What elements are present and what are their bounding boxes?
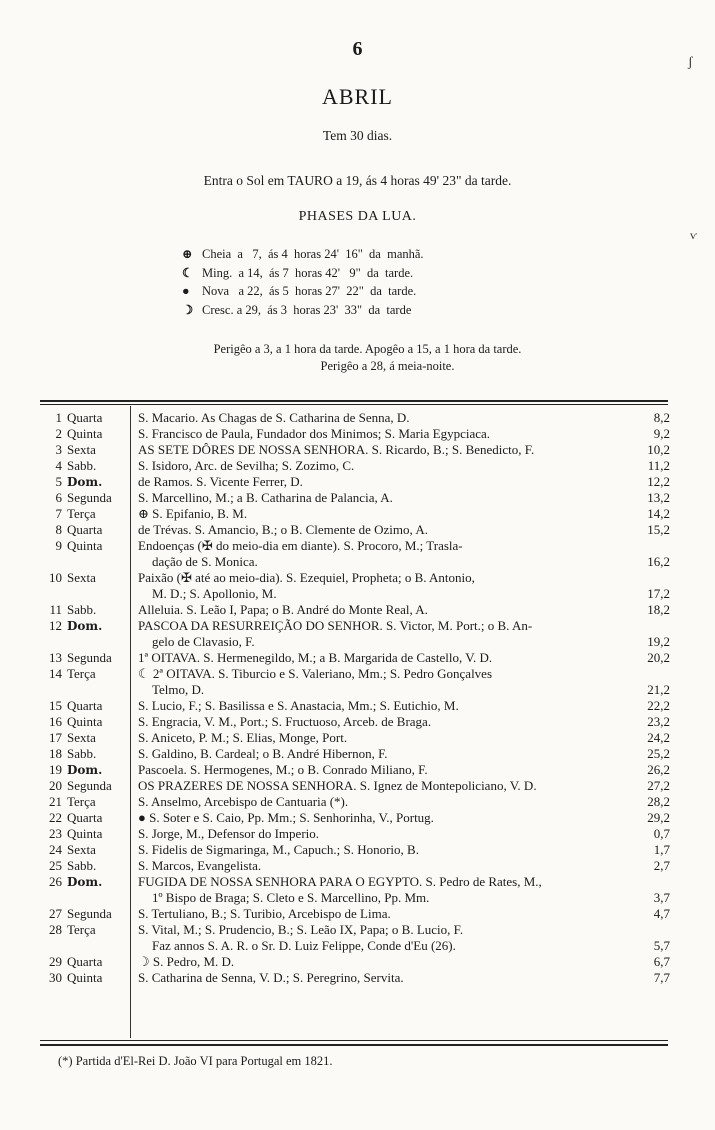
- day-cell: [40, 490, 130, 506]
- day-cell: [40, 602, 130, 618]
- day-number: 8: [55, 522, 62, 537]
- saints-line: de Ramos. S. Vicente Ferrer, D.: [138, 474, 303, 489]
- saints-line: dação de S. Monica.: [152, 554, 258, 569]
- saints-entry: [130, 730, 625, 746]
- weekday: Sabb.: [67, 602, 97, 617]
- tide-value: 1,7: [653, 842, 670, 857]
- day-cell: [40, 906, 130, 922]
- day-number: 7: [55, 506, 62, 521]
- tide-value: 18,2: [647, 602, 670, 617]
- saints-entry: [130, 874, 625, 906]
- tide-value: 15,2: [647, 522, 670, 537]
- saints-line: S. Engracia, V. M., Port.; S. Fructuoso, Arceb. de Braga.: [138, 714, 432, 729]
- saints-line: gelo de Clavasio, F.: [152, 634, 255, 649]
- calendar-row: [40, 442, 670, 458]
- calendar-row: [40, 922, 670, 954]
- saints-entry: [130, 954, 625, 970]
- weekday: Sabb.: [67, 458, 97, 473]
- tide-value: 16,2: [647, 554, 670, 569]
- perigee-line-2: Perigêo a 28, á meia-noite.: [320, 359, 455, 373]
- saints-line: S. Tertuliano, B.; S. Turibio, Arcebispo de Lima.: [138, 906, 391, 921]
- tide-value: 5,7: [653, 938, 670, 953]
- saints-line: Endoenças (✠ do meio-dia em diante). S. Procoro, M.; Trasla-: [138, 538, 463, 553]
- weekday: Dom.: [67, 619, 103, 633]
- weekday: Segunda: [67, 906, 112, 921]
- moon-phase-text: Cheia a 7, ás 4 horas 24' 16" da manhã.: [202, 247, 424, 261]
- saints-entry: [130, 490, 625, 506]
- weekday: Quinta: [67, 538, 103, 553]
- weekday: Quinta: [67, 426, 103, 441]
- saints-entry: [130, 842, 625, 858]
- moon-phase-waning: [182, 264, 424, 283]
- saints-entry: [130, 506, 625, 522]
- tide-value: 17,2: [647, 586, 670, 601]
- saints-entry: [130, 906, 625, 922]
- saints-line: 1ª OITAVA. S. Hermenegildo, M.; a B. Margarida de Castello, V. D.: [138, 650, 493, 665]
- weekday: Terça: [67, 794, 96, 809]
- saints-entry: [130, 618, 625, 650]
- moon-phase-full: [182, 245, 424, 264]
- day-cell: [40, 730, 130, 746]
- month-title: ABRIL: [322, 84, 393, 109]
- tide-value: 27,2: [647, 778, 670, 793]
- saints-line: S. Anselmo, Arcebispo de Cantuaria (*).: [138, 794, 349, 809]
- saints-line: M. D.; S. Apollonio, M.: [152, 586, 277, 601]
- day-number: 29: [49, 954, 62, 969]
- saints-entry: [130, 410, 625, 426]
- day-number: 6: [55, 490, 62, 505]
- perigee-line-1: Perigêo a 3, a 1 hora da tarde. Apogêo a 15, a 1 hora da tarde.: [213, 342, 522, 356]
- day-number: 1: [55, 410, 62, 425]
- saints-entry: [130, 442, 625, 458]
- saints-entry: [130, 538, 625, 570]
- weekday: Sexta: [67, 842, 96, 857]
- saints-line: S. Isidoro, Arc. de Sevilha; S. Zozimo, C.: [138, 458, 355, 473]
- day-cell: [40, 410, 130, 426]
- saints-entry: [130, 602, 625, 618]
- calendar-row: [40, 826, 670, 842]
- calendar-row: [40, 538, 670, 570]
- day-cell: [40, 746, 130, 762]
- day-number: 15: [49, 698, 62, 713]
- tide-value: 7,7: [653, 970, 670, 985]
- day-cell: [40, 698, 130, 714]
- day-number: 21: [49, 794, 62, 809]
- day-cell: [40, 874, 130, 890]
- tide-value: 4,7: [653, 906, 670, 921]
- day-number: 30: [49, 970, 62, 985]
- tide-value: 25,2: [647, 746, 670, 761]
- weekday: Terça: [67, 666, 96, 681]
- saints-entry: [130, 826, 625, 842]
- day-number: 5: [55, 474, 62, 489]
- day-cell: [40, 794, 130, 810]
- sun-entry: Entra o Sol em TAURO a 19, ás 4 horas 49' 23" da tarde.: [203, 173, 512, 188]
- tide-value: 24,2: [647, 730, 670, 745]
- day-cell: [40, 810, 130, 826]
- calendar-row: [40, 970, 670, 986]
- saints-entry: [130, 810, 625, 826]
- saints-entry: [130, 698, 625, 714]
- day-number: 27: [49, 906, 62, 921]
- margin-mark: ⱱ: [690, 228, 698, 242]
- saints-line: Telmo, D.: [152, 682, 205, 697]
- saints-line: OS PRAZERES DE NOSSA SENHORA. S. Ignez de Montepoliciano, V. D.: [138, 778, 537, 793]
- moon-phase-waxing: [182, 301, 424, 320]
- day-cell: [40, 714, 130, 730]
- day-cell: [40, 570, 130, 586]
- day-cell: [40, 842, 130, 858]
- day-number: 2: [55, 426, 62, 441]
- saints-line: PASCOA DA RESURREIÇÃO DO SENHOR. S. Victor, M. Port.; o B. An-: [138, 618, 533, 633]
- calendar-row: [40, 874, 670, 906]
- calendar-row: [40, 618, 670, 650]
- moon-phase-text: Ming. a 14, ás 7 horas 42' 9" da tarde.: [202, 265, 414, 280]
- calendar-row: [40, 426, 670, 442]
- saints-entry: [130, 746, 625, 762]
- saints-line: FUGIDA DE NOSSA SENHORA PARA O EGYPTO. S. Pedro de Rates, M.,: [138, 874, 542, 889]
- calendar-row: [40, 714, 670, 730]
- saints-line: S. Aniceto, P. M.; S. Elias, Monge, Port.: [138, 730, 348, 745]
- tide-value: 13,2: [647, 490, 670, 505]
- day-number: 24: [49, 842, 62, 857]
- day-cell: [40, 426, 130, 442]
- weekday: Quarta: [67, 522, 103, 537]
- day-number: 14: [49, 666, 62, 681]
- tide-value: 29,2: [647, 810, 670, 825]
- saints-line: Faz annos S. A. R. o Sr. D. Luiz Felippe, Conde d'Eu (26).: [152, 938, 456, 953]
- moon-phase-text: Nova a 22, ás 5 horas 27' 22" da tarde.: [202, 284, 417, 298]
- day-cell: [40, 922, 130, 938]
- saints-line: S. Macario. As Chagas de S. Catharina de Senna, D.: [138, 410, 410, 425]
- full-moon-icon: ⊕: [182, 247, 193, 261]
- day-cell: [40, 538, 130, 554]
- saints-line: Alleluia. S. Leão I, Papa; o B. André do Monte Real, A.: [138, 602, 428, 617]
- weekday: Dom.: [67, 475, 103, 489]
- calendar-row: [40, 522, 670, 538]
- tide-value: 3,7: [653, 890, 670, 905]
- calendar-row: [40, 858, 670, 874]
- calendar-row: [40, 410, 670, 426]
- tide-value: 20,2: [647, 650, 670, 665]
- saints-entry: [130, 922, 625, 954]
- day-cell: [40, 522, 130, 538]
- calendar-row: [40, 650, 670, 666]
- weekday: Segunda: [67, 778, 112, 793]
- tide-value: 9,2: [653, 426, 670, 441]
- saints-entry: [130, 970, 625, 986]
- table-bottom-rule-outer: [40, 1044, 668, 1046]
- moon-phase-text: Cresc. a 29, ás 3 horas 23' 33" da tarde: [202, 302, 412, 317]
- saints-entry: [130, 522, 625, 538]
- day-cell: [40, 954, 130, 970]
- weekday: Quarta: [67, 410, 103, 425]
- day-number: 28: [49, 922, 62, 937]
- day-number: 22: [49, 810, 62, 825]
- calendar-row: [40, 730, 670, 746]
- saints-entry: [130, 714, 625, 730]
- moon-phase-new: [182, 282, 424, 301]
- saints-entry: [130, 666, 625, 698]
- day-number: 20: [49, 778, 62, 793]
- saints-line: 1º Bispo de Braga; S. Cleto e S. Marcellino, Pp. Mm.: [152, 890, 430, 905]
- weekday: Dom.: [67, 763, 103, 777]
- saints-line: S. Lucio, F.; S. Basilissa e S. Anastacia, Mm.; S. Eutichio, M.: [138, 698, 459, 713]
- tide-value: 8,2: [653, 410, 670, 425]
- day-cell: [40, 826, 130, 842]
- saints-line: Pascoela. S. Hermogenes, M.; o B. Conrado Miliano, F.: [138, 762, 428, 777]
- weekday: Quinta: [67, 826, 103, 841]
- day-number: 12: [49, 618, 62, 633]
- saints-entry: [130, 426, 625, 442]
- saints-line: AS SETE DÔRES DE NOSSA SENHORA. S. Ricardo, B.; S. Benedicto, F.: [138, 442, 535, 457]
- day-number: 13: [49, 650, 62, 665]
- calendar-row: [40, 570, 670, 602]
- saints-line: S. Francisco de Paula, Fundador dos Minimos; S. Maria Egypciaca.: [138, 426, 491, 441]
- calendar-row: [40, 698, 670, 714]
- day-cell: [40, 970, 130, 986]
- saints-entry: [130, 458, 625, 474]
- day-number: 23: [49, 826, 62, 841]
- calendar-row: [40, 666, 670, 698]
- day-number: 26: [49, 874, 62, 889]
- tide-value: 14,2: [647, 506, 670, 521]
- calendar-row: [40, 474, 670, 490]
- calendar-row: [40, 954, 670, 970]
- tide-value: 11,2: [647, 458, 670, 473]
- tide-value: 2,7: [653, 858, 670, 873]
- waxing-moon-icon: ☽: [182, 302, 194, 317]
- day-number: 16: [49, 714, 62, 729]
- calendar-row: [40, 778, 670, 794]
- day-number: 4: [55, 458, 62, 473]
- saints-line: S. Vital, M.; S. Prudencio, B.; S. Leão IX, Papa; o B. Lucio, F.: [138, 922, 464, 937]
- day-number: 19: [49, 762, 62, 777]
- saints-entry: [130, 474, 625, 490]
- saints-entry: [130, 778, 625, 794]
- weekday: Quinta: [67, 714, 103, 729]
- weekday: Sexta: [67, 570, 96, 585]
- table-bottom-rule: [40, 1040, 668, 1041]
- tide-value: 26,2: [647, 762, 670, 777]
- day-number: 10: [49, 570, 62, 585]
- day-cell: [40, 618, 130, 634]
- day-number: 11: [49, 602, 62, 617]
- calendar-row: [40, 490, 670, 506]
- calendar-row: [40, 762, 670, 778]
- tide-value: 12,2: [647, 474, 670, 489]
- day-cell: [40, 778, 130, 794]
- weekday: Dom.: [67, 875, 103, 889]
- tide-value: 10,2: [647, 442, 670, 457]
- day-cell: [40, 650, 130, 666]
- weekday: Quarta: [67, 810, 103, 825]
- moon-phases-list: [182, 245, 424, 319]
- calendar-table: [40, 410, 670, 986]
- saints-line: S. Catharina de Senna, V. D.; S. Peregrino, Servita.: [138, 970, 404, 985]
- day-cell: [40, 458, 130, 474]
- calendar-row: [40, 506, 670, 522]
- day-cell: [40, 762, 130, 778]
- weekday: Segunda: [67, 650, 112, 665]
- saints-line: ⊕ S. Epifanio, B. M.: [138, 506, 248, 521]
- tide-value: 6,7: [653, 954, 670, 969]
- weekday: Quarta: [67, 954, 103, 969]
- weekday: Quarta: [67, 698, 103, 713]
- table-top-rule: [40, 400, 668, 402]
- day-cell: [40, 474, 130, 490]
- calendar-row: [40, 810, 670, 826]
- waning-moon-icon: ☾: [182, 265, 194, 280]
- new-moon-icon: ●: [182, 284, 190, 298]
- day-number: 25: [49, 858, 62, 873]
- weekday: Sabb.: [67, 746, 97, 761]
- margin-mark: ʃ: [688, 55, 693, 70]
- weekday: Quinta: [67, 970, 103, 985]
- saints-line: S. Marcellino, M.; a B. Catharina de Palancia, A.: [138, 490, 393, 505]
- saints-line: ☽ S. Pedro, M. D.: [138, 954, 235, 969]
- saints-entry: [130, 762, 625, 778]
- day-number: 9: [55, 538, 62, 553]
- saints-line: ● S. Soter e S. Caio, Pp. Mm.; S. Senhorinha, V., Portug.: [138, 810, 434, 825]
- weekday: Sexta: [67, 730, 96, 745]
- calendar-row: [40, 906, 670, 922]
- calendar-row: [40, 746, 670, 762]
- day-number: 17: [49, 730, 62, 745]
- tide-value: 28,2: [647, 794, 670, 809]
- saints-line: ☾ 2ª OITAVA. S. Tiburcio e S. Valeriano, Mm.; S. Pedro Gonçalves: [138, 666, 493, 681]
- days-count: Tem 30 dias.: [322, 128, 393, 143]
- saints-line: S. Marcos, Evangelista.: [138, 858, 262, 873]
- calendar-row: [40, 602, 670, 618]
- day-cell: [40, 442, 130, 458]
- calendar-row: [40, 458, 670, 474]
- footnote: (*) Partida d'El-Rei D. João VI para Portugal em 1821.: [58, 1054, 333, 1068]
- page-number: 6: [352, 38, 363, 60]
- tide-value: 23,2: [647, 714, 670, 729]
- tide-value: 0,7: [653, 826, 670, 841]
- weekday: Terça: [67, 506, 96, 521]
- saints-line: S. Galdino, B. Cardeal; o B. André Hibernon, F.: [138, 746, 388, 761]
- weekday: Terça: [67, 922, 96, 937]
- saints-line: S. Fidelis de Sigmaringa, M., Capuch.; S. Honorio, B.: [138, 842, 419, 857]
- saints-line: Paixão (✠ até ao meio-dia). S. Ezequiel, Propheta; o B. Antonio,: [138, 570, 475, 585]
- day-number: 3: [55, 442, 62, 457]
- day-cell: [40, 858, 130, 874]
- calendar-row: [40, 842, 670, 858]
- saints-entry: [130, 858, 625, 874]
- saints-entry: [130, 650, 625, 666]
- tide-value: 19,2: [647, 634, 670, 649]
- day-number: 18: [49, 746, 62, 761]
- saints-line: S. Jorge, M., Defensor do Imperio.: [138, 826, 320, 841]
- table-top-rule-inner: [40, 404, 668, 405]
- calendar-row: [40, 794, 670, 810]
- day-cell: [40, 666, 130, 682]
- weekday: Segunda: [67, 490, 112, 505]
- weekday: Sexta: [67, 442, 96, 457]
- moon-phases-title: PHASES DA LUA.: [298, 209, 417, 224]
- weekday: Sabb.: [67, 858, 97, 873]
- tide-value: 22,2: [647, 698, 670, 713]
- saints-line: de Trévas. S. Amancio, B.; o B. Clemente de Ozimo, A.: [138, 522, 428, 537]
- saints-entry: [130, 570, 625, 602]
- tide-value: 21,2: [647, 682, 670, 697]
- saints-entry: [130, 794, 625, 810]
- day-cell: [40, 506, 130, 522]
